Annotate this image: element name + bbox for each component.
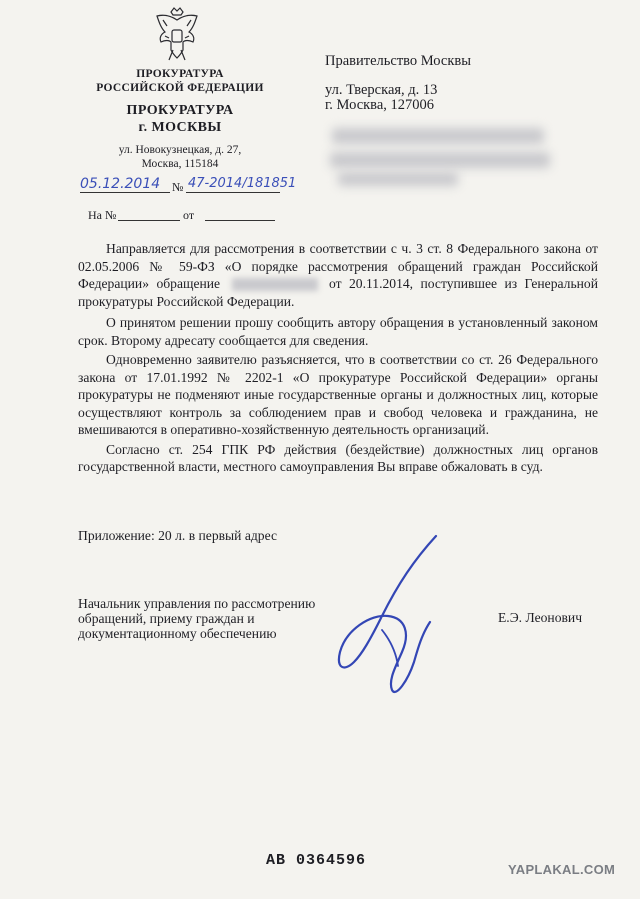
serial-number: АВ 0364596 bbox=[266, 852, 367, 869]
signatory-title-line1: Начальник управления по рассмотрению bbox=[78, 596, 316, 611]
sender-address-line2: Москва, 115184 bbox=[141, 158, 219, 170]
paragraph-request: О принятом решении прошу сообщить автору обращения в установленный законом срок. Второму адресату сообщается для сведения. bbox=[78, 315, 598, 348]
redacted-applicant bbox=[232, 278, 318, 291]
recipient-address-line1: ул. Тверская, д. 13 bbox=[325, 82, 438, 98]
sender-office-line1: ПРОКУРАТУРА bbox=[126, 103, 234, 118]
signatory-title-line2: обращений, приему граждан и bbox=[78, 611, 255, 626]
paragraph-referral-part2: от 20.11.2014, поступившее из Генеральной прокуратуры Российской Федерации. bbox=[78, 276, 598, 309]
signatory-name: Е.Э. Леонович bbox=[498, 610, 583, 625]
attachment-note: Приложение: 20 л. в первый адрес bbox=[78, 528, 278, 543]
registration-number-sign: № bbox=[172, 180, 184, 194]
paragraph-explanation: Одновременно заявителю разъясняется, что в соответствии со ст. 26 Федерального закона от 17.01.1992 № 2202-1 «О прокуратуре Российской Федерации» органы прокуратуры не подменяют иные государственные органы и должностных лиц, которые осуществляют контроль за соблюдением прав и свобод человека и гражданина, не вмешиваются в оперативно-хозяйственную деятельность организаций. bbox=[78, 352, 598, 437]
redacted-recipient-line2 bbox=[330, 152, 550, 168]
signature-icon bbox=[318, 530, 458, 700]
redacted-recipient-line3 bbox=[338, 172, 458, 186]
redacted-recipient-line1 bbox=[332, 128, 544, 144]
reply-label: На № bbox=[88, 208, 117, 222]
sender-org-line1: ПРОКУРАТУРА bbox=[136, 68, 224, 80]
sender-org-line2: РОССИЙСКОЙ ФЕДЕРАЦИИ bbox=[96, 82, 264, 94]
paragraph-referral bbox=[78, 240, 598, 310]
sender-address-line1: ул. Новокузнецкая, д. 27, bbox=[118, 144, 242, 156]
signatory-title-line3: документационному обеспечению bbox=[78, 626, 277, 641]
recipient-name: Правительство Москвы bbox=[325, 53, 471, 69]
sender-office-line2: г. МОСКВЫ bbox=[138, 120, 222, 135]
watermark: YAPLAKAL.COM bbox=[508, 862, 616, 877]
paragraph-appeal: Согласно ст. 254 ГПК РФ действия (бездействие) должностных лиц органов государственной власти, местного самоуправления Вы вправе обжаловать в суд. bbox=[78, 441, 598, 474]
registration-number: 47-2014/181851 bbox=[188, 176, 297, 191]
paragraph-referral-part1: Направляется для рассмотрения в соответствии с ч. 3 ст. 8 Федерального закона от 02.05.2006 № 59-ФЗ «О порядке рассмотрения обращений граждан Российской Федерации» обращение bbox=[78, 241, 598, 291]
reply-from-label: от bbox=[183, 208, 195, 222]
registration-date: 05.12.2014 bbox=[80, 176, 161, 192]
letter-body bbox=[78, 240, 598, 476]
emblem-icon bbox=[151, 6, 203, 64]
recipient-address-line2: г. Москва, 127006 bbox=[325, 97, 435, 113]
